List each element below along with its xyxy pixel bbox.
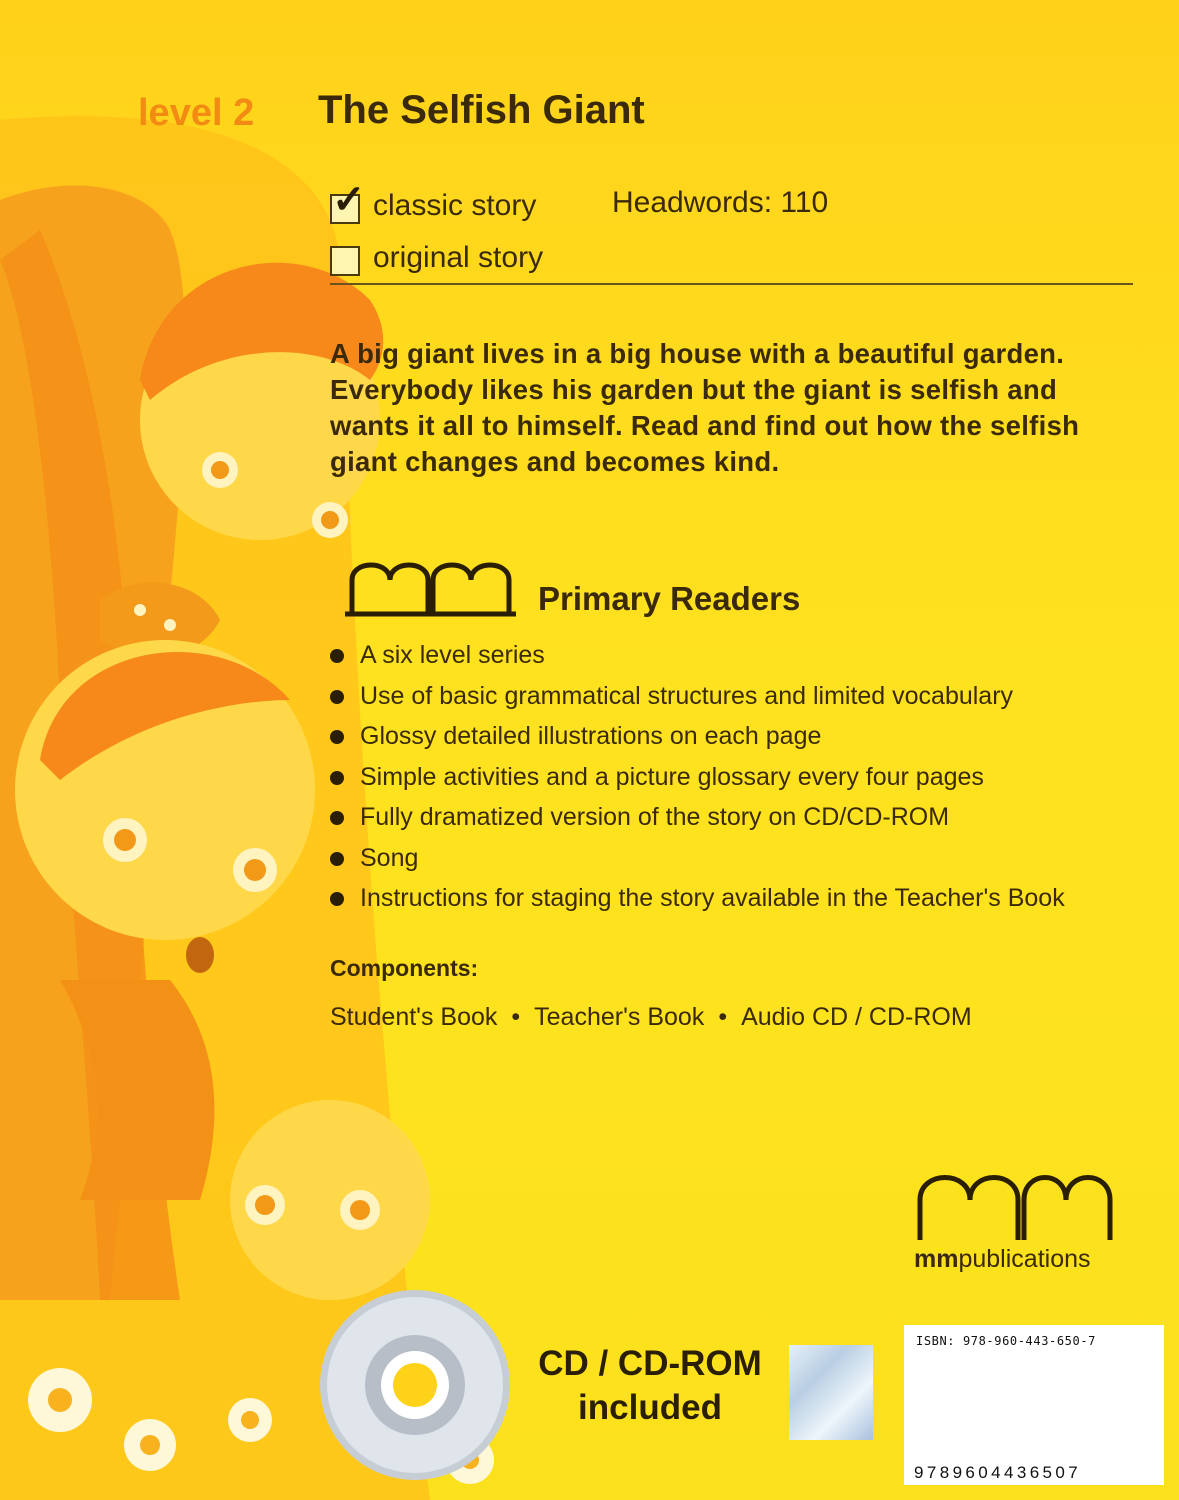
primary-readers-logo [345, 565, 516, 614]
list-item: Simple activities and a picture glossary every four pages [330, 760, 1065, 801]
bullet-icon [330, 892, 344, 906]
series-name: Primary Readers [538, 580, 801, 617]
mm-publications-logo [920, 1178, 1110, 1241]
separator: • [511, 1003, 521, 1031]
bullet-icon [330, 730, 344, 744]
component-item: Teacher's Book [534, 1003, 705, 1031]
component-item: Student's Book [330, 1003, 498, 1031]
classic-story-label: classic story [373, 189, 537, 222]
book-title: The Selfish Giant [318, 88, 645, 132]
cd-disc-image [320, 1290, 510, 1480]
publisher-name: mmpublications [914, 1245, 1091, 1273]
bullet-icon [330, 690, 344, 704]
component-item: Audio CD / CD-ROM [741, 1003, 972, 1031]
level-label: level 2 [138, 92, 255, 134]
hologram-sticker [789, 1345, 873, 1440]
list-item: Instructions for staging the story available in the Teacher's Book [330, 881, 1065, 922]
headwords-count: Headwords: 110 [612, 186, 829, 219]
components-heading: Components: [330, 955, 479, 981]
bullet-icon [330, 771, 344, 785]
story-blurb: A big giant lives in a big house with a beautiful garden. Everybody likes his garden but the giant is selfish and wants it all to himself. Read and find out how the selfish giant changes and becomes kind. [330, 338, 1080, 477]
bullet-icon [330, 811, 344, 825]
separator: • [718, 1003, 728, 1031]
list-item: Fully dramatized version of the story on CD/CD-ROM [330, 800, 1065, 841]
feature-list [330, 638, 1065, 922]
check-mark-icon: ✓ [332, 178, 366, 222]
original-story-checkbox [330, 246, 360, 276]
list-item: Glossy detailed illustrations on each page [330, 719, 1065, 760]
isbn-text: ISBN: 978-960-443-650-7 [916, 1334, 1096, 1348]
barcode-panel [904, 1325, 1164, 1485]
list-item: Song [330, 841, 1065, 882]
original-story-label: original story [373, 241, 544, 274]
components-list [330, 1003, 972, 1032]
list-item: A six level series [330, 638, 1065, 679]
cd-included-label: CD / CD-ROM included [538, 1344, 762, 1427]
bullet-icon [330, 852, 344, 866]
bullet-icon [330, 649, 344, 663]
divider [330, 283, 1133, 285]
barcode-digits: 9789604436507 [914, 1463, 1082, 1482]
list-item: Use of basic grammatical structures and limited vocabulary [330, 679, 1065, 720]
